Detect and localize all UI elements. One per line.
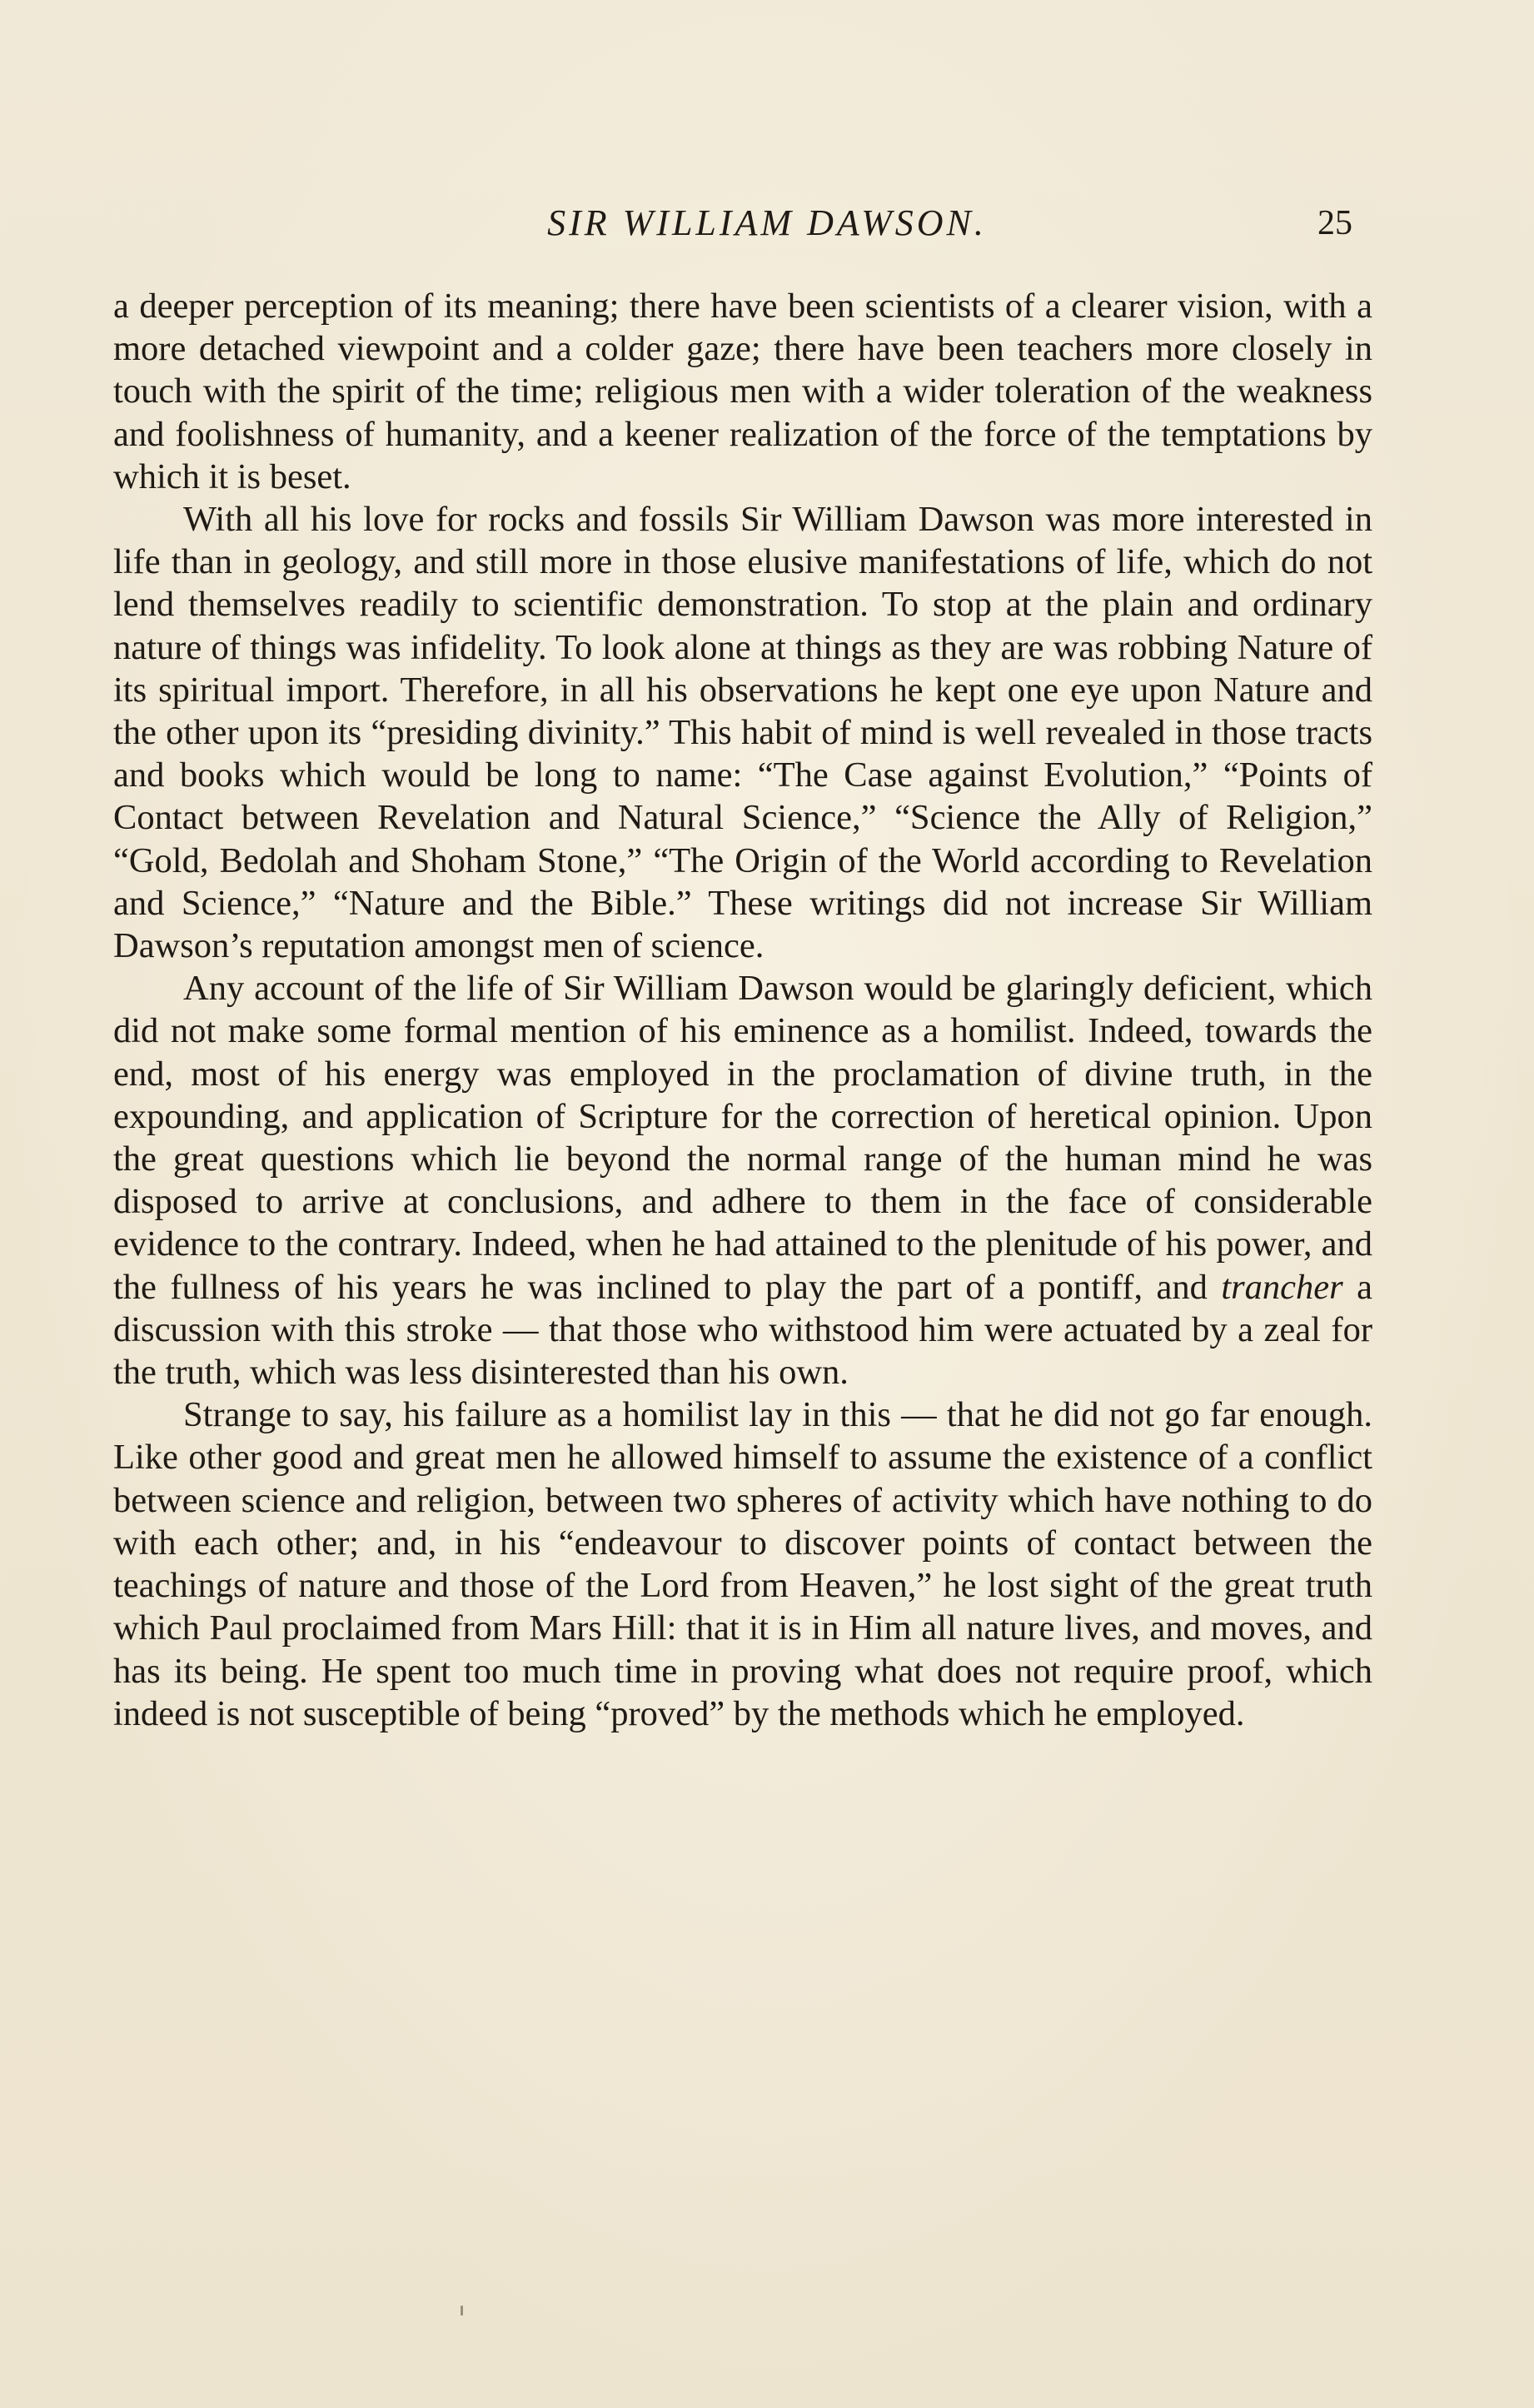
paragraph-text: Any account of the life of Sir William Dawson would be glaringly deficient, which did not make some formal mention of his eminence as a homilist. Indeed, towards the end, most of his energy was employed in the proclamation of divine truth, in the expounding, and application of Scripture for the correction of heretical opinion. Upon the great questions which lie beyond the normal range of the human mind he was disposed to arrive at conclusions, and adhere to them in the face of considerable evidence to the contrary. Indeed, when he had attained to the plenitude of his power, and the fullness of his years he was inclined to play the part of a pontiff, and <box>113 969 1372 1307</box>
paragraph-text: a discussion with this stroke — that those who withstood him were actuated by a zeal for the truth, which was less disinterested than his own. <box>113 1267 1372 1393</box>
italic-term: trancher <box>1221 1267 1343 1307</box>
paragraph-continued: a deeper perception of its meaning; there have been scientists of a clearer vision, with a more detached viewpoint and a colder gaze; there have been teachers more closely in touch with the spirit of the time; religious men with a wider toleration of the weakness and foolishness of humanity, and a keener realization of the force of the temptations by which it is beset. <box>113 287 1372 496</box>
paragraph <box>113 967 1372 1393</box>
body-text <box>113 285 1372 1735</box>
page-number: 25 <box>1317 204 1352 242</box>
paragraph: With all his love for rocks and fossils Sir William Dawson was more interested in life than in geology, and still more in those elusive manifestations of life, which do not lend themselves readily to scientific demonstration. To stop at the plain and ordinary nature of things was infidelity. To look alone at things as they are was robbing Nature of its spiritual import. Therefore, in all his observations he kept one eye upon Nature and the other upon its “presiding divinity.” This habit of mind is well revealed in those tracts and books which would be long to name: “The Case against Evolution,” “Points of Contact between Revelation and Natural Science,” “Science the Ally of Religion,” “Gold, Bedolah and Shoham Stone,” “The Origin of the World according to Revelation and Science,” “Nature and the Bible.” These writings did not increase Sir William Dawson’s reputation amongst men of science. <box>113 500 1372 966</box>
paper-speck <box>461 2306 463 2316</box>
running-title: SIR WILLIAM DAWSON. <box>547 202 987 243</box>
paragraph: Strange to say, his failure as a homilist lay in this — that he did not go far enough. Like other good and great men he allowed himself to assume the existence of a conflict between science and religion, between two spheres of activity which have nothing to do with each other; and, in his “endeavour to discover points of contact between the teachings of nature and those of the Lord from Heaven,” he lost sight of the great truth which Paul proclaimed from Mars Hill: that it is in Him all nature lives, and moves, and has its being. He spent too much time in proving what does not require proof, which indeed is not susceptible of being “proved” by the methods which he employed. <box>113 1395 1372 1733</box>
running-head <box>0 198 1534 248</box>
